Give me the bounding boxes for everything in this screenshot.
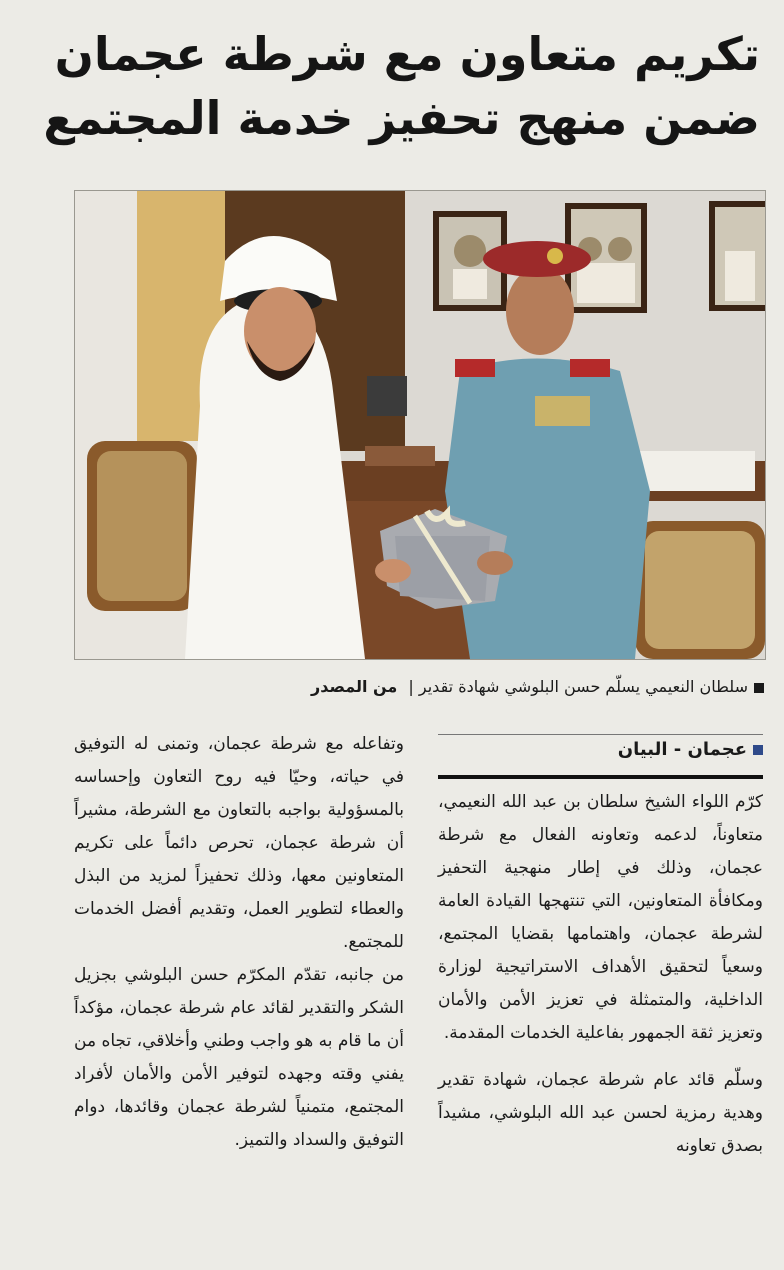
headline [40, 22, 760, 150]
byline-text: عجمان - البيان [617, 739, 747, 760]
caption-square-icon [754, 683, 764, 693]
article-paragraph: كرّم اللواء الشيخ سلطان بن عبد الله النعيمي، متعاوناً، لدعمه وتعاونه الفعال مع شرطة عجمان، وذلك في إطار منهجية التحفيز ومكافأة المتعاونين، التي تنتهجها القيادة العامة لشرطة عجمان، واهتمامها بقضايا المجتمع، وسعياً لتحقيق الأهداف الاستراتيجية لوزارة الداخلية، والمتمثلة في تعزيز الأمن والأمان وتعزيز ثقة الجمهور بفاعلية الخدمات المقدمة. [438, 792, 763, 1043]
article-paragraph: من جانبه، تقدّم المكرّم حسن البلوشي بجزيل الشكر والتقدير لقائد عام شرطة عجمان، مؤكداً أن ما قام به هو واجب وطني وأخلاقي، تجاه من يفني وقته وجهده لتوفير الأمن والأمان لأفراد المجتمع، متمنياً لشرطة عجمان وقائدها، دوام التوفيق والسداد والتميز. [74, 965, 404, 1150]
chair-left [87, 441, 197, 611]
photo-caption [74, 674, 764, 700]
byline [438, 734, 763, 779]
chair-right [635, 521, 765, 659]
caption-source: من المصدر [311, 677, 398, 696]
headline-line-1: تكريم متعاون مع شرطة عجمان [54, 27, 760, 81]
caption-separator: | [408, 677, 414, 696]
byline-square-icon [753, 745, 763, 755]
headline-line-2: ضمن منهج تحفيز خدمة المجتمع [43, 91, 760, 145]
article-paragraph: وتفاعله مع شرطة عجمان، وتمنى له التوفيق في حياته، وحيّا فيه روح التعاون وإحساسه بالمسؤولية بواجبه بالتعاون مع الشرطة، مشيراً أن شرطة عجمان، تحرص دائماً على تكريم المتعاونين معها، وذلك تحفيزاً لمزيد من البذل والعطاء لتطوير العمل، وتقديم أفضل الخدمات للمجتمع. [74, 734, 404, 952]
article-column-right [438, 786, 763, 1163]
photo-illustration [75, 191, 765, 659]
caption-text: سلطان النعيمي يسلّم حسن البلوشي شهادة تقدير [418, 677, 748, 696]
article-paragraph: وسلّم قائد عام شرطة عجمان، شهادة تقدير وهدية رمزية لحسن عبد الله البلوشي، مشيداً بصدق تعاونه [438, 1070, 763, 1156]
portrait-frame-3 [709, 201, 765, 311]
article-photo [74, 190, 766, 660]
article-column-left [74, 728, 404, 1157]
